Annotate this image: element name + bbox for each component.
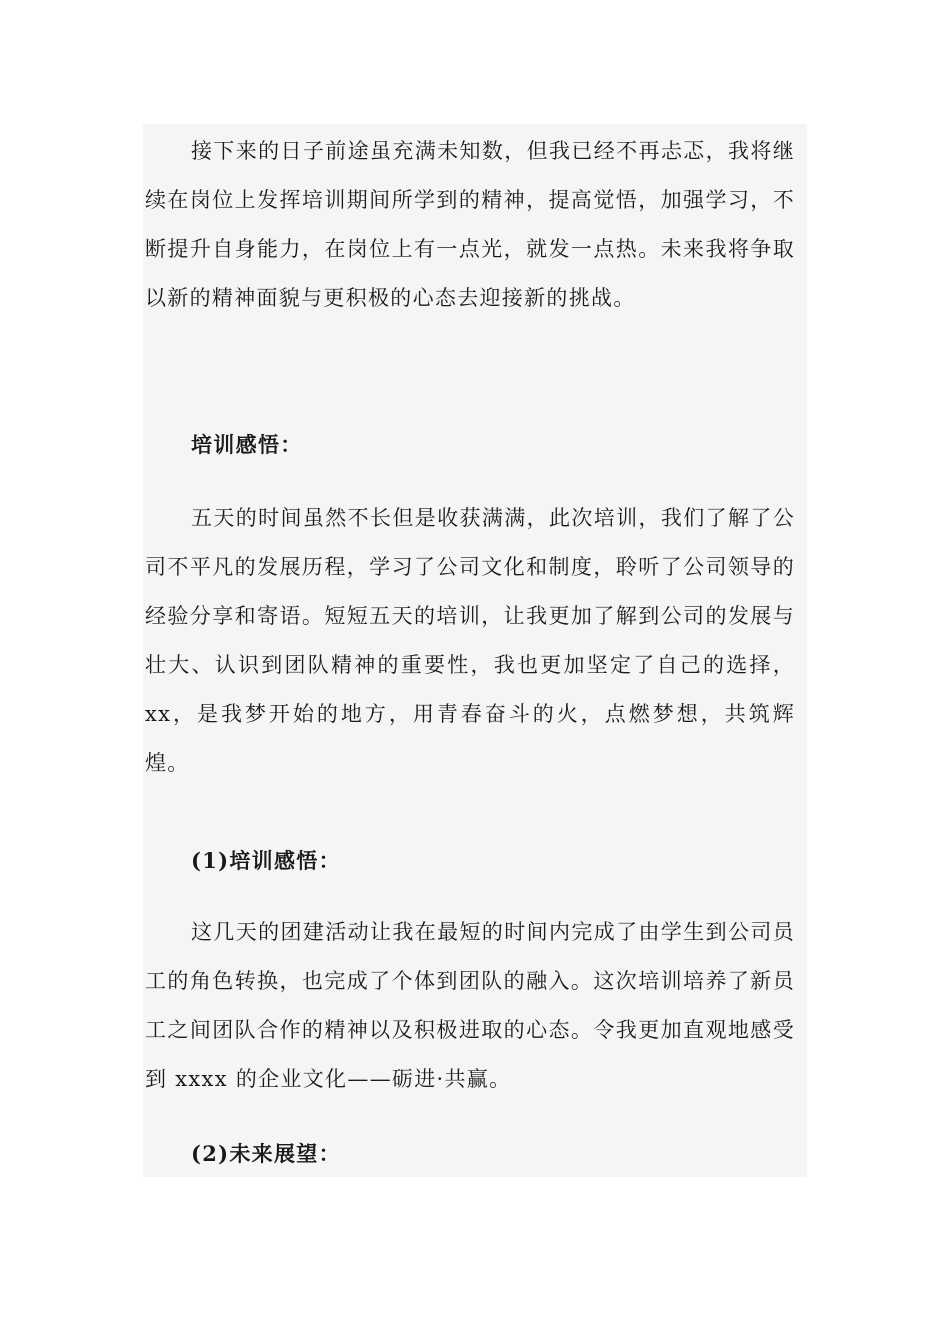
- paragraph-team-building: 这几天的团建活动让我在最短的时间内完成了由学生到公司员工的角色转换，也完成了个体到团队的融入。这次培训培养了新员工之间团队合作的精神以及积极进取的心态。令我更加直观地感受到 xxxx 的企业文化——砺进·共赢。: [145, 920, 795, 1091]
- paragraph-future-commitment: 接下来的日子前途虽充满未知数，但我已经不再忐忑，我将继续在岗位上发挥培训期间所学到的精神，提高觉悟，加强学习，不断提升自身能力，在岗位上有一点光，就发一点热。未来我将争取以新的精神面貌与更积极的心态去迎接新的挑战。: [145, 139, 795, 310]
- heading-future-outlook-2: (2)未来展望：: [191, 1141, 341, 1166]
- paragraph-five-day-training: 五天的时间虽然不长但是收获满满，此次培训，我们了解了公司不平凡的发展历程，学习了公司文化和制度，聆听了公司领导的经验分享和寄语。短短五天的培训，让我更加了解到公司的发展与壮大、认识到团队精神的重要性，我也更加坚定了自己的选择，xx，是我梦开始的地方，用青春奋斗的火，点燃梦想，共筑辉煌。: [145, 506, 795, 775]
- heading-training-reflection: 培训感悟：: [191, 432, 303, 457]
- heading-training-reflection-1: (1)培训感悟：: [191, 848, 341, 873]
